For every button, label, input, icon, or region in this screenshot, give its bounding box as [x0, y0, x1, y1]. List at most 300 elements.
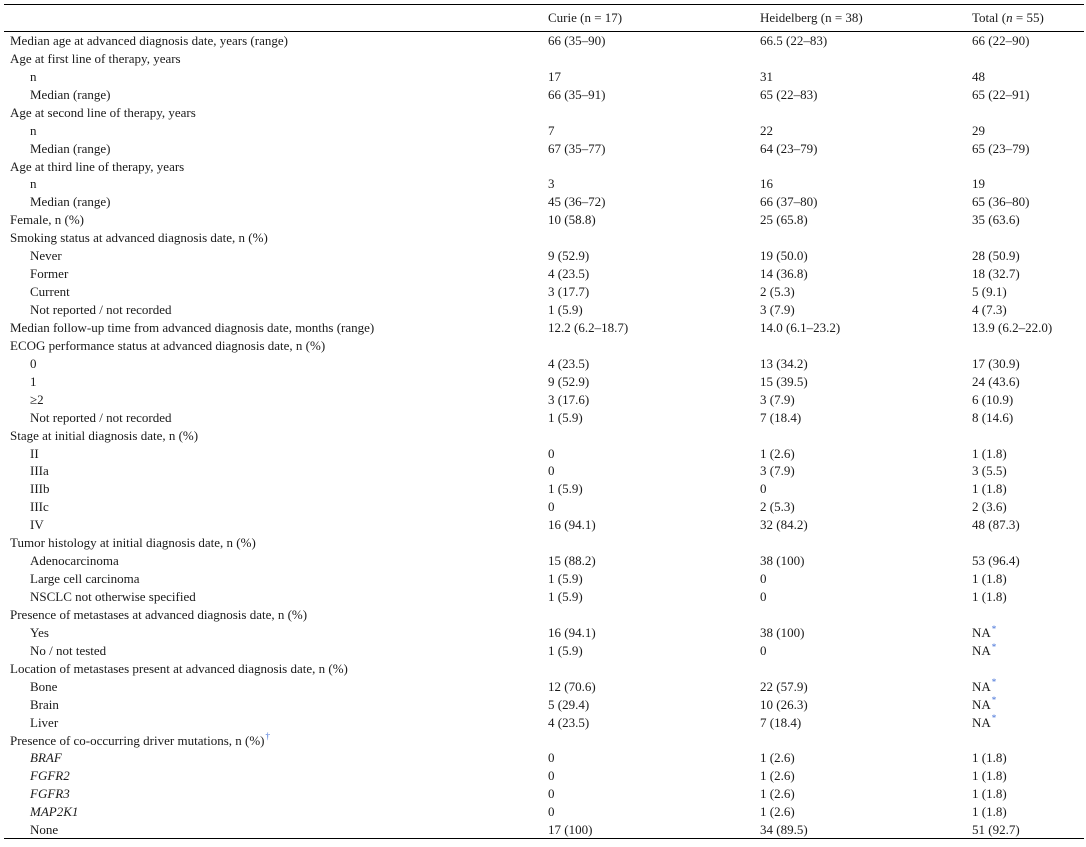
total-value	[972, 265, 1084, 283]
row-label	[4, 175, 548, 193]
total-value	[972, 785, 1084, 803]
table-row	[4, 103, 1084, 121]
row-label	[4, 695, 548, 713]
row-label-text: Smoking status at advanced diagnosis date, n (%)	[10, 230, 268, 246]
cell-text: 9 (52.9)	[548, 248, 590, 264]
total-value	[972, 623, 1084, 641]
table-row	[4, 211, 1084, 229]
total-value	[972, 283, 1084, 301]
total-value	[972, 49, 1084, 67]
row-label-text: Age at third line of therapy, years	[10, 158, 185, 174]
row-label-text: IIIc	[30, 499, 49, 515]
cell-text: 4 (7.3)	[972, 302, 1007, 318]
heidelberg-value	[760, 570, 972, 588]
cell-text: NA	[972, 642, 991, 658]
footnote-marker[interactable]: *	[991, 623, 997, 634]
header-total-pre: Total (	[972, 10, 1007, 25]
curie-value	[548, 767, 760, 785]
curie-value	[548, 157, 760, 175]
curie-value	[548, 480, 760, 498]
row-label-text: Presence of co-occurring driver mutations, n (%)	[10, 732, 265, 748]
row-label-text: BRAF	[30, 750, 62, 766]
total-value	[972, 570, 1084, 588]
total-value	[972, 767, 1084, 785]
table-row	[4, 462, 1084, 480]
row-label	[4, 570, 548, 588]
total-value	[972, 390, 1084, 408]
row-label-text: 1	[30, 373, 37, 389]
curie-value	[548, 426, 760, 444]
cell-text: 1 (1.8)	[972, 589, 1007, 605]
cell-text: 66 (35–90)	[548, 33, 606, 49]
curie-value	[548, 570, 760, 588]
cell-text: 4 (23.5)	[548, 714, 590, 730]
row-label-text: IV	[30, 517, 44, 533]
heidelberg-value	[760, 606, 972, 624]
cell-text: 7 (18.4)	[760, 714, 802, 730]
cell-text: 67 (35–77)	[548, 140, 606, 156]
cell-text: 14 (36.8)	[760, 266, 808, 282]
row-label-text: Presence of metastases at advanced diagnosis date, n (%)	[10, 606, 308, 622]
cell-text: 0	[760, 571, 767, 587]
table-row	[4, 767, 1084, 785]
curie-value	[548, 516, 760, 534]
total-value	[972, 588, 1084, 606]
curie-value	[548, 534, 760, 552]
header-total-post: = 55)	[1012, 10, 1044, 25]
cell-text: 31	[760, 68, 773, 84]
table-row	[4, 408, 1084, 426]
cell-text: 1 (5.9)	[548, 302, 583, 318]
table-row	[4, 157, 1084, 175]
curie-value	[548, 175, 760, 193]
row-label	[4, 641, 548, 659]
row-label-text: Not reported / not recorded	[30, 409, 172, 425]
heidelberg-value	[760, 677, 972, 695]
cell-text: 1 (2.6)	[760, 786, 795, 802]
row-label	[4, 67, 548, 85]
table-row	[4, 588, 1084, 606]
table-header	[4, 5, 1084, 32]
cell-text: 1 (1.8)	[972, 750, 1007, 766]
row-label-text: NSCLC not otherwise specified	[30, 589, 196, 605]
curie-value	[548, 193, 760, 211]
table-row	[4, 301, 1084, 319]
curie-value	[548, 785, 760, 803]
row-label-text: Not reported / not recorded	[30, 302, 172, 318]
cell-text: 1 (1.8)	[972, 786, 1007, 802]
cell-text: 8 (14.6)	[972, 409, 1014, 425]
cell-text: NA	[972, 624, 991, 640]
table-row	[4, 552, 1084, 570]
total-value	[972, 336, 1084, 354]
cell-text: 17	[548, 68, 561, 84]
cell-text: 3 (5.5)	[972, 463, 1007, 479]
row-label	[4, 588, 548, 606]
cell-text: 3 (17.7)	[548, 284, 590, 300]
curie-value	[548, 821, 760, 839]
row-label-text: None	[30, 821, 59, 837]
table-row	[4, 570, 1084, 588]
cell-text: 65 (23–79)	[972, 140, 1030, 156]
heidelberg-value	[760, 49, 972, 67]
cell-text: 1 (1.8)	[972, 768, 1007, 784]
row-label-text: Stage at initial diagnosis date, n (%)	[10, 427, 199, 443]
curie-value	[548, 462, 760, 480]
cell-text: 3 (7.9)	[760, 463, 795, 479]
table-row	[4, 354, 1084, 372]
cell-text: 13.9 (6.2–22.0)	[972, 319, 1053, 335]
footnote-marker[interactable]: *	[991, 641, 997, 652]
curie-value	[548, 803, 760, 821]
row-label-text: MAP2K1	[30, 804, 79, 820]
row-label-text: Brain	[30, 696, 59, 712]
curie-value	[548, 283, 760, 301]
row-label	[4, 408, 548, 426]
row-label-text: Liver	[30, 714, 59, 730]
cell-text: 35 (63.6)	[972, 212, 1020, 228]
heidelberg-value	[760, 516, 972, 534]
cell-text: 2 (5.3)	[760, 284, 795, 300]
heidelberg-value	[760, 480, 972, 498]
row-label-text: Median follow-up time from advanced diagnosis date, months (range)	[10, 319, 375, 335]
row-label-text: Age at first line of therapy, years	[10, 50, 181, 66]
cell-text: 0	[548, 804, 555, 820]
row-label	[4, 85, 548, 103]
curie-value	[548, 49, 760, 67]
heidelberg-value	[760, 695, 972, 713]
cell-text: 1 (2.6)	[760, 768, 795, 784]
curie-value	[548, 731, 760, 749]
table-row	[4, 32, 1084, 50]
cell-text: 1 (1.8)	[972, 571, 1007, 587]
row-label	[4, 498, 548, 516]
heidelberg-value	[760, 713, 972, 731]
total-value	[972, 677, 1084, 695]
heidelberg-value	[760, 785, 972, 803]
row-label	[4, 354, 548, 372]
row-label	[4, 749, 548, 767]
row-label	[4, 49, 548, 67]
curie-value	[548, 444, 760, 462]
row-label	[4, 821, 548, 839]
cell-text: 0	[548, 786, 555, 802]
curie-value	[548, 623, 760, 641]
cell-text: 4 (23.5)	[548, 266, 590, 282]
cell-text: 10 (26.3)	[760, 696, 808, 712]
total-value	[972, 229, 1084, 247]
row-label-text: Adenocarcinoma	[30, 553, 119, 569]
cell-text: 0	[548, 750, 555, 766]
heidelberg-value	[760, 175, 972, 193]
cell-text: 0	[548, 445, 555, 461]
curie-value	[548, 67, 760, 85]
curie-value	[548, 390, 760, 408]
table-row	[4, 49, 1084, 67]
cell-text: 65 (36–80)	[972, 194, 1030, 210]
total-value	[972, 462, 1084, 480]
total-value	[972, 749, 1084, 767]
table-row	[4, 695, 1084, 713]
cell-text: 3 (7.9)	[760, 391, 795, 407]
cell-text: 1 (2.6)	[760, 750, 795, 766]
table-row	[4, 390, 1084, 408]
row-label	[4, 32, 548, 50]
row-label-text: Median age at advanced diagnosis date, years (range)	[10, 33, 288, 49]
cell-text: 22 (57.9)	[760, 678, 808, 694]
cell-text: 1 (2.6)	[760, 445, 795, 461]
row-label	[4, 426, 548, 444]
row-label	[4, 677, 548, 695]
row-label-text: No / not tested	[30, 642, 107, 658]
heidelberg-value	[760, 767, 972, 785]
curie-value	[548, 606, 760, 624]
cell-text: 9 (52.9)	[548, 373, 590, 389]
curie-value	[548, 749, 760, 767]
cell-text: 28 (50.9)	[972, 248, 1020, 264]
curie-value	[548, 354, 760, 372]
row-label	[4, 731, 548, 749]
cell-text: 15 (88.2)	[548, 553, 596, 569]
curie-value	[548, 32, 760, 50]
table-row	[4, 641, 1084, 659]
cell-text: 1 (5.9)	[548, 642, 583, 658]
table-row	[4, 265, 1084, 283]
total-value	[972, 301, 1084, 319]
cell-text: 51 (92.7)	[972, 821, 1020, 837]
total-value	[972, 516, 1084, 534]
heidelberg-value	[760, 659, 972, 677]
table-row	[4, 175, 1084, 193]
curie-value	[548, 372, 760, 390]
footnote-marker[interactable]: *	[991, 713, 997, 724]
cell-text: 1 (5.9)	[548, 589, 583, 605]
header-characteristic	[4, 5, 548, 32]
cell-text: 2 (5.3)	[760, 499, 795, 515]
total-value	[972, 175, 1084, 193]
curie-value	[548, 301, 760, 319]
total-value	[972, 157, 1084, 175]
row-label-text: Tumor histology at initial diagnosis date, n (%)	[10, 535, 256, 551]
row-label	[4, 157, 548, 175]
total-value	[972, 606, 1084, 624]
row-label-text: ≥2	[30, 391, 44, 407]
total-value	[972, 121, 1084, 139]
cell-text: 1 (5.9)	[548, 409, 583, 425]
row-label-text: Current	[30, 284, 70, 300]
cell-text: 38 (100)	[760, 624, 805, 640]
row-label-text: Median (range)	[30, 194, 111, 210]
heidelberg-value	[760, 534, 972, 552]
total-value	[972, 319, 1084, 337]
cell-text: 22	[760, 122, 773, 138]
row-label-text: FGFR3	[30, 786, 70, 802]
row-label	[4, 247, 548, 265]
cell-text: 18 (32.7)	[972, 266, 1020, 282]
row-label	[4, 480, 548, 498]
heidelberg-value	[760, 803, 972, 821]
table-row	[4, 85, 1084, 103]
row-label	[4, 336, 548, 354]
curie-value	[548, 588, 760, 606]
total-value	[972, 480, 1084, 498]
heidelberg-value	[760, 157, 972, 175]
footnote-marker[interactable]: *	[991, 677, 997, 688]
row-label	[4, 552, 548, 570]
curie-value	[548, 336, 760, 354]
cell-text: 66 (22–90)	[972, 33, 1030, 49]
cell-text: 10 (58.8)	[548, 212, 596, 228]
cell-text: 5 (9.1)	[972, 284, 1007, 300]
total-value	[972, 139, 1084, 157]
heidelberg-value	[760, 229, 972, 247]
row-label-text: n	[30, 176, 37, 192]
cell-text: 3 (17.6)	[548, 391, 590, 407]
total-value	[972, 444, 1084, 462]
cell-text: 53 (96.4)	[972, 553, 1020, 569]
table-row	[4, 139, 1084, 157]
cell-text: 16 (94.1)	[548, 517, 596, 533]
cell-text: 66 (37–80)	[760, 194, 818, 210]
footnote-marker[interactable]: †	[265, 731, 270, 742]
cell-text: 16 (94.1)	[548, 624, 596, 640]
row-label-text: FGFR2	[30, 768, 70, 784]
row-label	[4, 372, 548, 390]
curie-value	[548, 265, 760, 283]
heidelberg-value	[760, 103, 972, 121]
total-value	[972, 247, 1084, 265]
row-label-text: Former	[30, 266, 69, 282]
cell-text: 66 (35–91)	[548, 86, 606, 102]
table-row	[4, 193, 1084, 211]
heidelberg-value	[760, 247, 972, 265]
table-row	[4, 623, 1084, 641]
heidelberg-value	[760, 390, 972, 408]
cell-text: 1 (5.9)	[548, 481, 583, 497]
footnote-marker[interactable]: *	[991, 695, 997, 706]
cell-text: 3	[548, 176, 555, 192]
cell-text: 19	[972, 176, 985, 192]
row-label-text: Median (range)	[30, 140, 111, 156]
curie-value	[548, 319, 760, 337]
row-label	[4, 301, 548, 319]
curie-value	[548, 103, 760, 121]
table-row	[4, 336, 1084, 354]
header-total-n: n	[1006, 10, 1013, 25]
cell-text: 17 (100)	[548, 821, 593, 837]
heidelberg-value	[760, 265, 972, 283]
cell-text: 14.0 (6.1–23.2)	[760, 319, 841, 335]
header-row	[4, 5, 1084, 32]
cell-text: 0	[548, 768, 555, 784]
heidelberg-value	[760, 408, 972, 426]
row-label	[4, 767, 548, 785]
cell-text: NA	[972, 678, 991, 694]
total-value	[972, 659, 1084, 677]
table-row	[4, 229, 1084, 247]
row-label	[4, 462, 548, 480]
row-label-text: Female, n (%)	[10, 212, 85, 228]
cell-text: 6 (10.9)	[972, 391, 1014, 407]
heidelberg-value	[760, 749, 972, 767]
row-label	[4, 211, 548, 229]
table-row	[4, 480, 1084, 498]
cell-text: 13 (34.2)	[760, 355, 808, 371]
row-label	[4, 606, 548, 624]
row-label-text: ECOG performance status at advanced diagnosis date, n (%)	[10, 337, 326, 353]
row-label-text: n	[30, 122, 37, 138]
total-value	[972, 534, 1084, 552]
total-value	[972, 372, 1084, 390]
cell-text: 19 (50.0)	[760, 248, 808, 264]
row-label-text: Bone	[30, 678, 58, 694]
heidelberg-value	[760, 319, 972, 337]
row-label	[4, 803, 548, 821]
table-body	[4, 32, 1084, 839]
row-label-text: II	[30, 445, 39, 461]
heidelberg-value	[760, 426, 972, 444]
row-label-text: Age at second line of therapy, years	[10, 104, 196, 120]
table-row	[4, 444, 1084, 462]
total-value	[972, 103, 1084, 121]
heidelberg-value	[760, 211, 972, 229]
row-label	[4, 623, 548, 641]
row-label-text: Never	[30, 248, 62, 264]
cell-text: 1 (5.9)	[548, 571, 583, 587]
curie-value	[548, 139, 760, 157]
cell-text: 24 (43.6)	[972, 373, 1020, 389]
row-label	[4, 283, 548, 301]
cell-text: 1 (1.8)	[972, 481, 1007, 497]
table-row	[4, 283, 1084, 301]
row-label	[4, 785, 548, 803]
heidelberg-value	[760, 193, 972, 211]
cell-text: 48 (87.3)	[972, 517, 1020, 533]
cell-text: 48	[972, 68, 985, 84]
table-row	[4, 731, 1084, 749]
table-row	[4, 534, 1084, 552]
cell-text: 29	[972, 122, 985, 138]
row-label	[4, 103, 548, 121]
curie-value	[548, 121, 760, 139]
curie-value	[548, 641, 760, 659]
row-label-text: Large cell carcinoma	[30, 571, 140, 587]
row-label	[4, 444, 548, 462]
curie-value	[548, 677, 760, 695]
row-label	[4, 193, 548, 211]
cell-text: 4 (23.5)	[548, 355, 590, 371]
table-row	[4, 319, 1084, 337]
curie-value	[548, 498, 760, 516]
cell-text: 38 (100)	[760, 553, 805, 569]
row-label	[4, 319, 548, 337]
table-row	[4, 785, 1084, 803]
cell-text: 0	[760, 481, 767, 497]
heidelberg-value	[760, 588, 972, 606]
heidelberg-value	[760, 283, 972, 301]
cell-text: 12 (70.6)	[548, 678, 596, 694]
total-value	[972, 408, 1084, 426]
heidelberg-value	[760, 121, 972, 139]
cell-text: 0	[760, 589, 767, 605]
row-label-text: n	[30, 68, 37, 84]
row-label	[4, 265, 548, 283]
table-row	[4, 803, 1084, 821]
heidelberg-value	[760, 32, 972, 50]
table-row	[4, 713, 1084, 731]
curie-value	[548, 695, 760, 713]
table-row	[4, 121, 1084, 139]
